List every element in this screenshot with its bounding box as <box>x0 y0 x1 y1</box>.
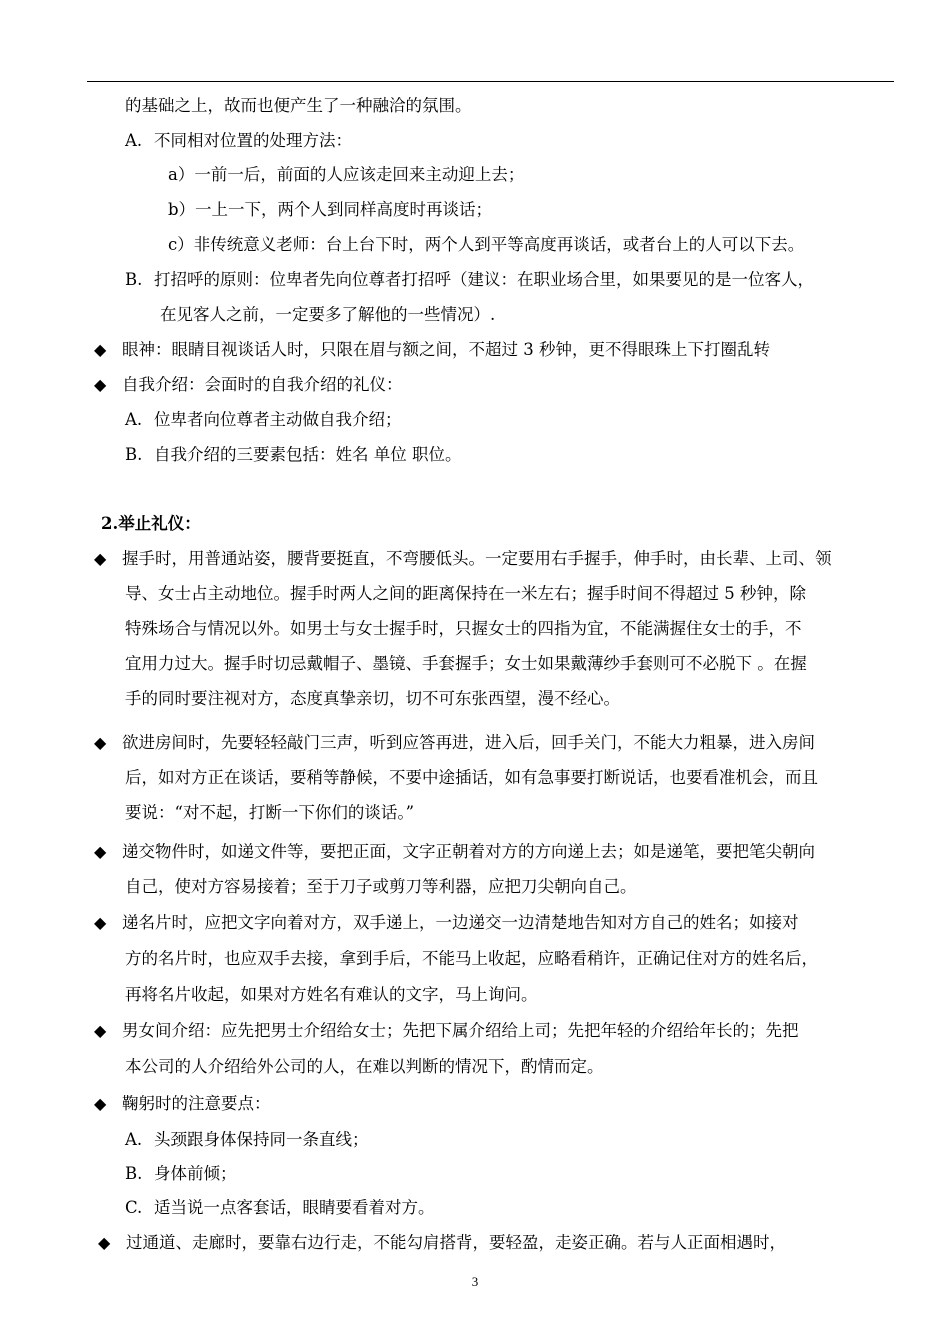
list-item-text: 打招呼的原则：位卑者先向位尊者打招呼（建议：在职业场合里，如果要见的是一位客人， <box>154 270 814 289</box>
text-line: 手的同时要注视对方，态度真挚亲切，切不可东张西望，漫不经心。 <box>125 689 620 708</box>
bullet-item <box>94 912 799 935</box>
text-line: 自己，使对方容易接着；至于刀子或剪刀等利器，应把刀尖朝向自己。 <box>125 877 637 896</box>
diamond-bullet-icon: ◆ <box>94 915 107 932</box>
header-rule <box>87 81 894 82</box>
bullet-text: 自我介绍：会面时的自我介绍的礼仪： <box>122 375 403 394</box>
bullet-item <box>94 841 815 864</box>
list-item-c <box>125 1197 435 1219</box>
bullet-text: 男女间介绍：应先把男士介绍给女士；先把下属介绍给上司；先把年轻的介绍给年长的；先把 <box>122 1021 799 1040</box>
list-marker: B. <box>125 1164 143 1183</box>
diamond-bullet-icon: ◆ <box>94 342 107 359</box>
text-line: 要说：“对不起，打断一下你们的谈话。” <box>125 803 415 822</box>
list-marker: A. <box>125 410 143 429</box>
diamond-bullet-icon: ◆ <box>94 1096 107 1113</box>
diamond-bullet-icon: ◆ <box>98 1235 111 1252</box>
list-marker: C. <box>125 1198 143 1217</box>
text-line: 本公司的人介绍给外公司的人，在难以判断的情况下，酌情而定。 <box>125 1057 604 1076</box>
list-item-b <box>125 269 814 291</box>
bullet-item <box>94 339 770 362</box>
list-item-b <box>125 1163 237 1185</box>
bullet-text: 欲进房间时，先要轻轻敲门三声，听到应答再进，进入后，回手关门，不能大力粗暴，进入房间 <box>122 733 815 752</box>
bullet-item <box>94 1020 799 1043</box>
text-line: 特殊场合与情况以外。如男士与女士握手时，只握女士的四指为宜，不能满握住女士的手，不 <box>125 619 802 638</box>
bullet-text: 递交物件时，如递文件等，要把正面，文字正朝着对方的方向递上去；如是递笔，要把笔尖朝向 <box>122 842 815 861</box>
list-item-text: 自我介绍的三要素包括：姓名 单位 职位。 <box>154 445 462 464</box>
bullet-text: 眼神：眼睛目视谈话人时，只限在眉与额之间，不超过 3 秒钟，更不得眼珠上下打圈乱转 <box>122 340 770 359</box>
text-line: 的基础之上，故而也便产生了一种融洽的氛围。 <box>125 96 472 115</box>
list-item-a <box>125 409 402 431</box>
section-heading: 2.举止礼仪： <box>101 514 201 533</box>
bullet-item <box>94 548 832 571</box>
list-marker: B. <box>125 270 143 289</box>
diamond-bullet-icon: ◆ <box>94 1023 107 1040</box>
text-line: 再将名片收起，如果对方姓名有难认的文字，马上询问。 <box>125 985 538 1004</box>
list-item-text: 位卑者向位尊者主动做自我介绍； <box>154 410 402 429</box>
bullet-item <box>94 374 403 397</box>
diamond-bullet-icon: ◆ <box>94 551 107 568</box>
bullet-item <box>94 1093 271 1116</box>
diamond-bullet-icon: ◆ <box>94 735 107 752</box>
bullet-text: 过通道、走廊时，要靠右边行走，不能勾肩搭背，要轻盈，走姿正确。若与人正面相遇时， <box>126 1233 786 1252</box>
text-line: 导、女士占主动地位。握手时两人之间的距离保持在一米左右；握手时间不得超过 5 秒钟，除 <box>125 584 806 603</box>
text-line: 宜用力过大。握手时切忌戴帽子、墨镜、手套握手；女士如果戴薄纱手套则可不必脱下 。在握 <box>125 654 807 673</box>
list-marker: A. <box>125 1130 143 1149</box>
bullet-item <box>94 732 815 755</box>
list-marker: B. <box>125 445 143 464</box>
list-item-text: 适当说一点客套话，眼睛要看着对方。 <box>154 1198 435 1217</box>
list-item-b <box>125 444 462 466</box>
text-line: 方的名片时，也应双手去接，拿到手后，不能马上收起，应略看稍许，正确记住对方的姓名后， <box>125 949 818 968</box>
text-line: 在见客人之前，一定要多了解他的一些情况）. <box>160 305 496 324</box>
bullet-text: 握手时，用普通站姿，腰背要挺直，不弯腰低头。一定要用右手握手，伸手时，由长辈、上司、领 <box>122 549 832 568</box>
diamond-bullet-icon: ◆ <box>94 377 107 394</box>
list-item-text: 不同相对位置的处理方法： <box>154 131 352 150</box>
bullet-item <box>98 1232 786 1255</box>
text-line: 后，如对方正在谈话，要稍等静候，不要中途插话，如有急事要打断说话，也要看准机会，而且 <box>125 768 818 787</box>
page-number: 3 <box>471 1274 479 1289</box>
bullet-text: 鞠躬时的注意要点： <box>122 1094 271 1113</box>
diamond-bullet-icon: ◆ <box>94 844 107 861</box>
bullet-text: 递名片时，应把文字向着对方，双手递上，一边递交一边清楚地告知对方自己的姓名；如接对 <box>122 913 799 932</box>
list-marker: A. <box>125 131 143 150</box>
list-item-a <box>125 1129 369 1151</box>
sub-item-a: a）一前一后，前面的人应该走回来主动迎上去； <box>168 165 525 184</box>
sub-item-c: c）非传统意义老师：台上台下时，两个人到平等高度再谈话，或者台上的人可以下去。 <box>168 235 805 254</box>
list-item-a <box>125 130 352 152</box>
list-item-text: 身体前倾； <box>154 1164 237 1183</box>
list-item-text: 头颈跟身体保持同一条直线； <box>154 1130 369 1149</box>
sub-item-b: b）一上一下，两个人到同样高度时再谈话； <box>168 200 493 219</box>
